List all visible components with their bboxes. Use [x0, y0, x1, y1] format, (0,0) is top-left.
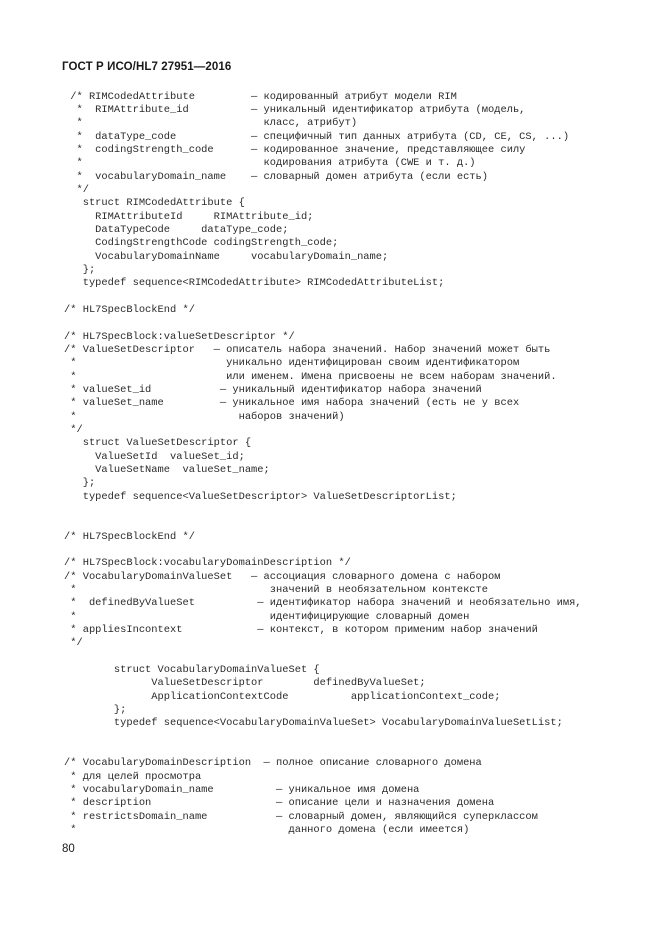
code-line: */ [64, 184, 89, 196]
code-line: typedef sequence<VocabularyDomainValueSet> VocabularyDomainValueSetList; [64, 717, 563, 729]
code-line: * restrictsDomain_name — словарный домен, являющийся суперклассом [64, 811, 538, 823]
code-line: * dataType_code — специфичный тип данных атрибута (CD, CE, CS, ...) [64, 131, 570, 143]
code-line: /* ValueSetDescriptor — описатель набора значений. Набор значений может быть [64, 344, 551, 356]
page-number: 80 [62, 843, 75, 855]
code-line: }; [64, 477, 96, 489]
code-line: ValueSetName valueSet_name; [64, 464, 270, 476]
code-line: /* VocabularyDomainDescription — полное описание словарного домена [64, 757, 482, 769]
code-line: * уникально идентифицирован своим идентификатором [64, 357, 520, 369]
code-line: DataTypeCode dataType_code; [64, 224, 289, 236]
code-line: }; [64, 264, 96, 276]
code-line: * definedByValueSet — идентификатор набора значений и необязательно имя, [64, 597, 582, 609]
code-line: * RIMAttribute_id — уникальный идентификатор атрибута (модель, [64, 104, 526, 116]
code-line: ValueSetDescriptor definedByValueSet; [64, 677, 426, 689]
code-line: * класс, атрибут) [64, 117, 358, 129]
code-line: /* VocabularyDomainValueSet — ассоциация словарного домена с набором [64, 571, 501, 583]
code-line: * данного домена (если имеется) [64, 824, 470, 836]
code-line: typedef sequence<RIMCodedAttribute> RIMCodedAttributeList; [64, 277, 445, 289]
code-line: * идентифицирующие словарный домен [64, 611, 470, 623]
code-line: * для целей просмотра [64, 771, 202, 783]
code-line: */ [64, 424, 83, 436]
code-line: CodingStrengthCode codingStrength_code; [64, 237, 339, 249]
code-line: * description — описание цели и назначения домена [64, 797, 495, 809]
code-line: * codingStrength_code — кодированное значение, представляющее силу [64, 144, 526, 156]
code-line: * vocabularyDomain_name — уникальное имя домена [64, 784, 420, 796]
code-line: * appliesIncontext — контекст, в котором применим набор значений [64, 624, 538, 636]
code-line: /* HL7SpecBlock:valueSetDescriptor */ [64, 331, 295, 343]
code-line: struct RIMCodedAttribute { [64, 197, 245, 209]
code-line: * vocabularyDomain_name — словарный домен атрибута (если есть) [64, 171, 489, 183]
code-line: }; [64, 704, 127, 716]
code-line: * значений в необязательном контексте [64, 584, 489, 596]
code-line: * valueSet_name — уникальное имя набора значений (есть не у всех [64, 397, 520, 409]
code-line: typedef sequence<ValueSetDescriptor> ValueSetDescriptorList; [64, 491, 457, 503]
code-line: RIMAttributeId RIMAttribute_id; [64, 211, 314, 223]
code-line: */ [64, 637, 83, 649]
code-line: * наборов значений) [64, 411, 345, 423]
code-line: VocabularyDomainName vocabularyDomain_name; [64, 251, 389, 263]
code-line: * или именем. Имена присвоены не всем наборам значений. [64, 371, 557, 383]
document-header-title: ГОСТ Р ИСО/HL7 27951—2016 [62, 61, 232, 73]
code-line: struct ValueSetDescriptor { [64, 437, 252, 449]
code-line: * valueSet_id — уникальный идентификатор набора значений [64, 384, 482, 396]
code-line: /* HL7SpecBlock:vocabularyDomainDescription */ [64, 557, 351, 569]
code-line: /* HL7SpecBlockEnd */ [64, 304, 195, 316]
code-line: ValueSetId valueSet_id; [64, 451, 245, 463]
code-line: * кодирования атрибута (CWE и т. д.) [64, 157, 476, 169]
code-line: ApplicationContextCode applicationContext_code; [64, 691, 501, 703]
code-line: /* RIMCodedAttribute — кодированный атрибут модели RIM [64, 91, 457, 103]
code-line: struct VocabularyDomainValueSet { [64, 664, 320, 676]
code-line: /* HL7SpecBlockEnd */ [64, 531, 195, 543]
